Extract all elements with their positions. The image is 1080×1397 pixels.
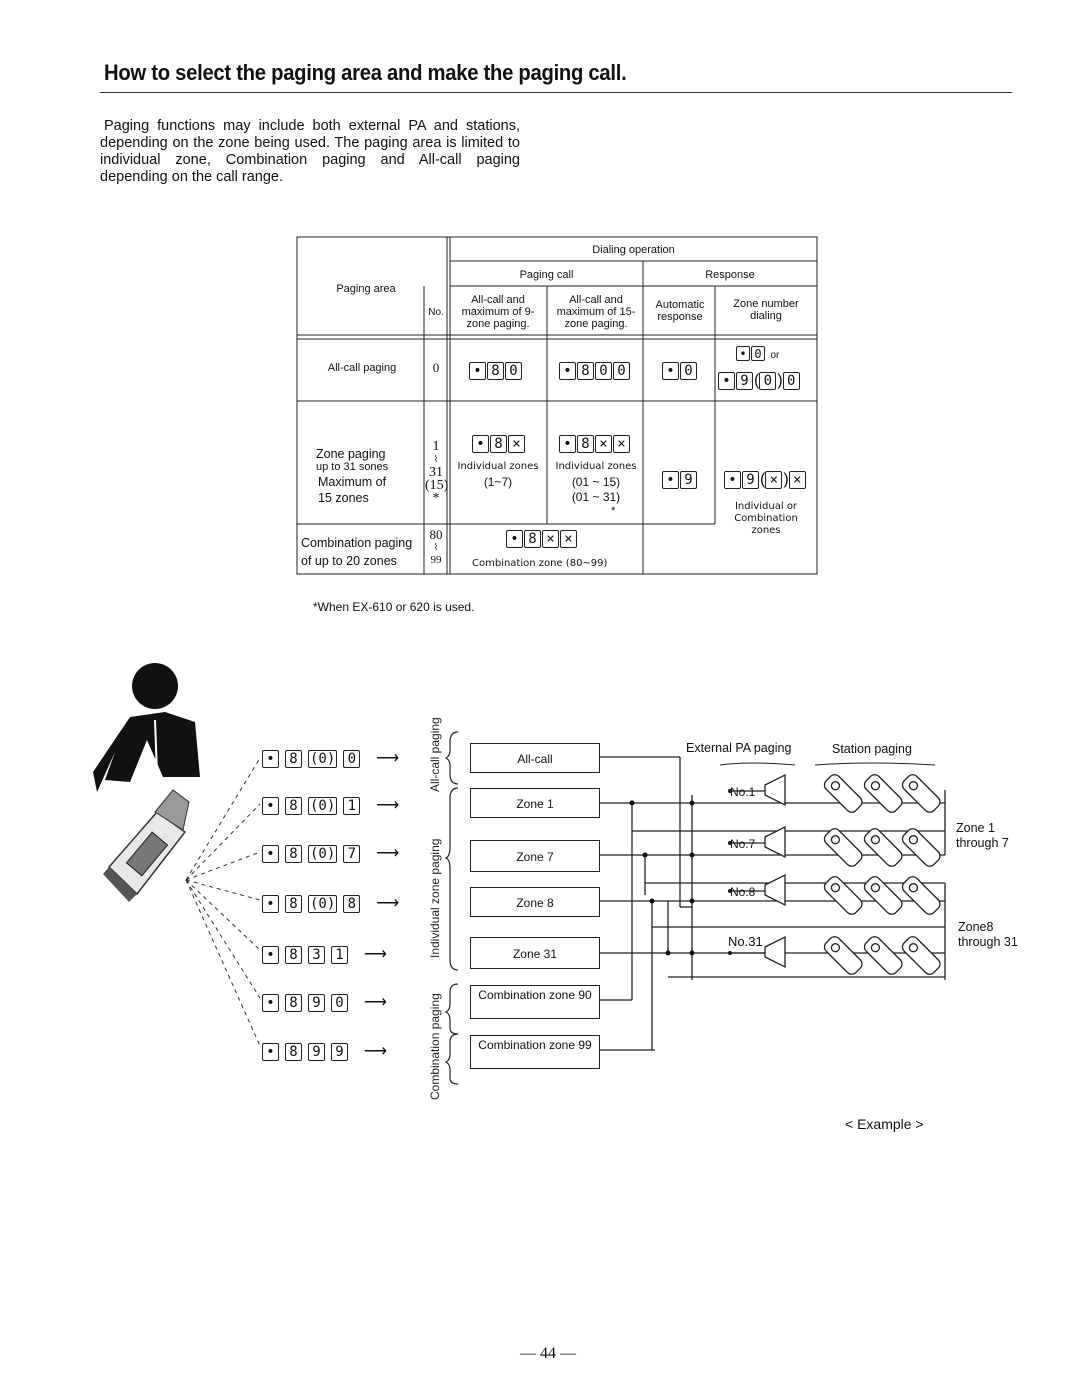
- zone-9-note2: (1~7): [483, 475, 513, 489]
- key: 1: [331, 946, 348, 964]
- row-comb-label1: Combination paging: [301, 536, 413, 550]
- zone-15-star: *: [611, 505, 616, 517]
- key: 9: [308, 994, 325, 1012]
- key: 8: [577, 435, 594, 453]
- individual-zone-paging-label: Individual zone paging: [428, 838, 442, 958]
- example-caption: < Example >: [845, 1116, 924, 1132]
- zone-auto-keys: [662, 471, 698, 489]
- zone-dial-keys: [724, 471, 807, 489]
- key: 0: [751, 346, 765, 361]
- row-allcall-label: All-call paging: [327, 362, 397, 374]
- paren: ): [783, 471, 789, 489]
- key: 9: [680, 471, 697, 489]
- key: 9: [742, 471, 759, 489]
- key: (0): [310, 750, 336, 767]
- key: 8: [285, 845, 302, 863]
- speaker-no1-label: No.1: [730, 785, 756, 799]
- key: •: [506, 530, 523, 548]
- key: 0: [505, 362, 522, 380]
- zone-box: All-call: [470, 743, 600, 773]
- row-allcall-no: 0: [432, 360, 440, 375]
- dial-row: [262, 944, 387, 964]
- no-header: No.: [428, 307, 444, 318]
- zone-15-note1: Individual zones: [555, 461, 637, 472]
- key: 0: [613, 362, 630, 380]
- zone-box: Zone 8: [470, 887, 600, 917]
- key: •: [262, 797, 279, 815]
- row-zone-sub1: up to 31 sones: [316, 461, 389, 473]
- dial-row: [262, 843, 399, 863]
- key: 0: [783, 372, 800, 390]
- allcall-auto-keys: [662, 362, 698, 380]
- zone-15zone-keys: [559, 435, 631, 453]
- zone-range-1-7: Zone 1 through 7: [956, 821, 1009, 850]
- zone-box: Zone 1: [470, 788, 600, 818]
- row-zone-no: [425, 440, 447, 505]
- key: •: [472, 435, 489, 453]
- zone-box: Zone 7: [470, 840, 600, 872]
- arrow-icon: ⟶: [364, 1043, 387, 1060]
- no-tilde: ⌇: [433, 454, 439, 464]
- wiring-diagram: [600, 735, 960, 1075]
- key: ×: [765, 471, 782, 489]
- key: 8: [343, 895, 360, 913]
- arrow-icon: ⟶: [364, 946, 387, 963]
- no-80: 80: [429, 527, 443, 542]
- key: 0: [595, 362, 612, 380]
- title-divider: [100, 92, 1012, 93]
- key: (0): [310, 797, 336, 814]
- col-auto-header: Automatic response: [655, 299, 705, 323]
- intro-paragraph: [100, 118, 520, 186]
- key: 0: [331, 994, 348, 1012]
- key: 8: [285, 946, 302, 964]
- arrow-icon: ⟶: [376, 845, 400, 862]
- key: ×: [560, 530, 577, 548]
- paren: (: [754, 372, 760, 390]
- key: ×: [595, 435, 612, 453]
- key: •: [262, 946, 279, 964]
- dial-row: [262, 748, 399, 768]
- key: 0: [343, 750, 360, 768]
- zone-dial-note: Individual or Combination zones: [734, 501, 798, 536]
- allcall-dial-keys-1: [736, 345, 779, 363]
- key: (0): [310, 845, 336, 862]
- key: 8: [285, 994, 302, 1012]
- row-zone-sub2: Maximum of: [318, 475, 387, 489]
- allcall-paging-label: All-call paging: [428, 717, 442, 792]
- key: 8: [490, 435, 507, 453]
- zone-15-note3: (01 ~ 31): [571, 490, 621, 504]
- arrow-icon: ⟶: [376, 895, 400, 912]
- dial-row: [262, 795, 399, 815]
- no-1: 1: [432, 439, 440, 454]
- or-label: or: [770, 350, 780, 361]
- key: 0: [680, 362, 697, 380]
- no-31: 31: [429, 465, 443, 480]
- key: ×: [613, 435, 630, 453]
- speaker-no31-label: No.31: [728, 934, 763, 949]
- no-tilde: ⌇: [433, 542, 439, 552]
- key: 8: [524, 530, 541, 548]
- star: *: [432, 491, 440, 506]
- paren: ): [777, 372, 783, 390]
- allcall-dial-keys-2: [718, 372, 801, 390]
- row-zone-sub3: 15 zones: [318, 491, 369, 505]
- zone-box: Zone 31: [470, 937, 600, 969]
- combination-paging-label: Combination paging: [428, 993, 442, 1100]
- zone-box: Combination zone 99: [470, 1035, 600, 1069]
- col-9zone-header: All-call and maximum of 9-zone paging.: [461, 294, 535, 330]
- comb-note: Combination zone (80~99): [472, 558, 608, 569]
- person-head-icon: [132, 663, 178, 709]
- col-zone-dial-header: Zone number dialing: [733, 298, 799, 322]
- page-number: — 44 —: [520, 1345, 576, 1362]
- key: 9: [308, 1043, 325, 1061]
- key: •: [469, 362, 486, 380]
- station-paging-label: Station paging: [832, 742, 912, 756]
- dial-row: [262, 1041, 387, 1061]
- dial-row: [262, 893, 399, 913]
- page-title: How to select the paging area and make the paging call.: [104, 60, 627, 85]
- group-braces: [444, 728, 464, 1088]
- key: 8: [285, 1043, 302, 1061]
- key: 1: [343, 797, 360, 815]
- key: •: [724, 471, 741, 489]
- table-footnote: *When EX-610 or 620 is used.: [313, 600, 475, 614]
- key: (0): [310, 895, 336, 912]
- zone-9-note1: Individual zones: [457, 461, 539, 472]
- key: ×: [789, 471, 806, 489]
- no-15: (15): [425, 478, 449, 493]
- speaker-no7-label: No.7: [730, 837, 756, 851]
- handset-icon: [103, 790, 189, 902]
- arrow-icon: ⟶: [364, 994, 387, 1011]
- key: •: [662, 471, 679, 489]
- dialing-operation-header: Dialing operation: [592, 244, 675, 256]
- key: •: [262, 895, 279, 913]
- key: 8: [285, 895, 302, 913]
- key: •: [559, 362, 576, 380]
- zone-15-note2: (01 ~ 15): [571, 475, 621, 489]
- zone-range-8-31: Zone8 through 31: [958, 920, 1018, 949]
- key: 8: [487, 362, 504, 380]
- key: •: [662, 362, 679, 380]
- paging-area-header: Paging area: [336, 283, 396, 295]
- response-header: Response: [705, 269, 755, 281]
- speaker-no8-label: No.8: [730, 885, 756, 899]
- station-icons: [822, 772, 942, 976]
- no-99: 99: [430, 554, 442, 566]
- row-comb-no: [425, 528, 447, 567]
- col-15zone-header: All-call and maximum of 15-zone paging.: [556, 294, 636, 330]
- key: •: [559, 435, 576, 453]
- key: 0: [759, 372, 776, 390]
- key: 8: [577, 362, 594, 380]
- allcall-15zone-keys: [559, 362, 631, 380]
- comb-keys: [506, 530, 578, 548]
- key: ×: [542, 530, 559, 548]
- zone-9zone-keys: [472, 435, 526, 453]
- key: •: [262, 750, 279, 768]
- row-zone-label: Zone paging: [316, 447, 386, 461]
- zone-box: Combination zone 90: [470, 985, 600, 1019]
- key: 3: [308, 946, 325, 964]
- key: •: [262, 1043, 279, 1061]
- intro-text: Paging functions may include both external PA and stations, depending on the zone being used. The paging area is limited to individual zone, Combination paging and All-call paging depending on the call range.: [100, 118, 520, 185]
- key: •: [718, 372, 735, 390]
- row-comb-label2: of up to 20 zones: [301, 554, 397, 568]
- key: 9: [331, 1043, 348, 1061]
- arrow-icon: ⟶: [376, 797, 400, 814]
- key: •: [262, 845, 279, 863]
- key: 7: [343, 845, 360, 863]
- key: 8: [285, 797, 302, 815]
- key: •: [262, 994, 279, 1012]
- key: 8: [285, 750, 302, 768]
- paging-call-header: Paging call: [519, 269, 574, 281]
- external-pa-label: External PA paging: [686, 741, 792, 755]
- allcall-9zone-keys: [469, 362, 523, 380]
- key: 9: [736, 372, 753, 390]
- arrow-icon: ⟶: [376, 750, 400, 767]
- paren: (: [760, 471, 766, 489]
- dial-row: [262, 992, 387, 1012]
- key: ×: [508, 435, 525, 453]
- key: •: [736, 346, 750, 361]
- dialing-table: [296, 236, 818, 576]
